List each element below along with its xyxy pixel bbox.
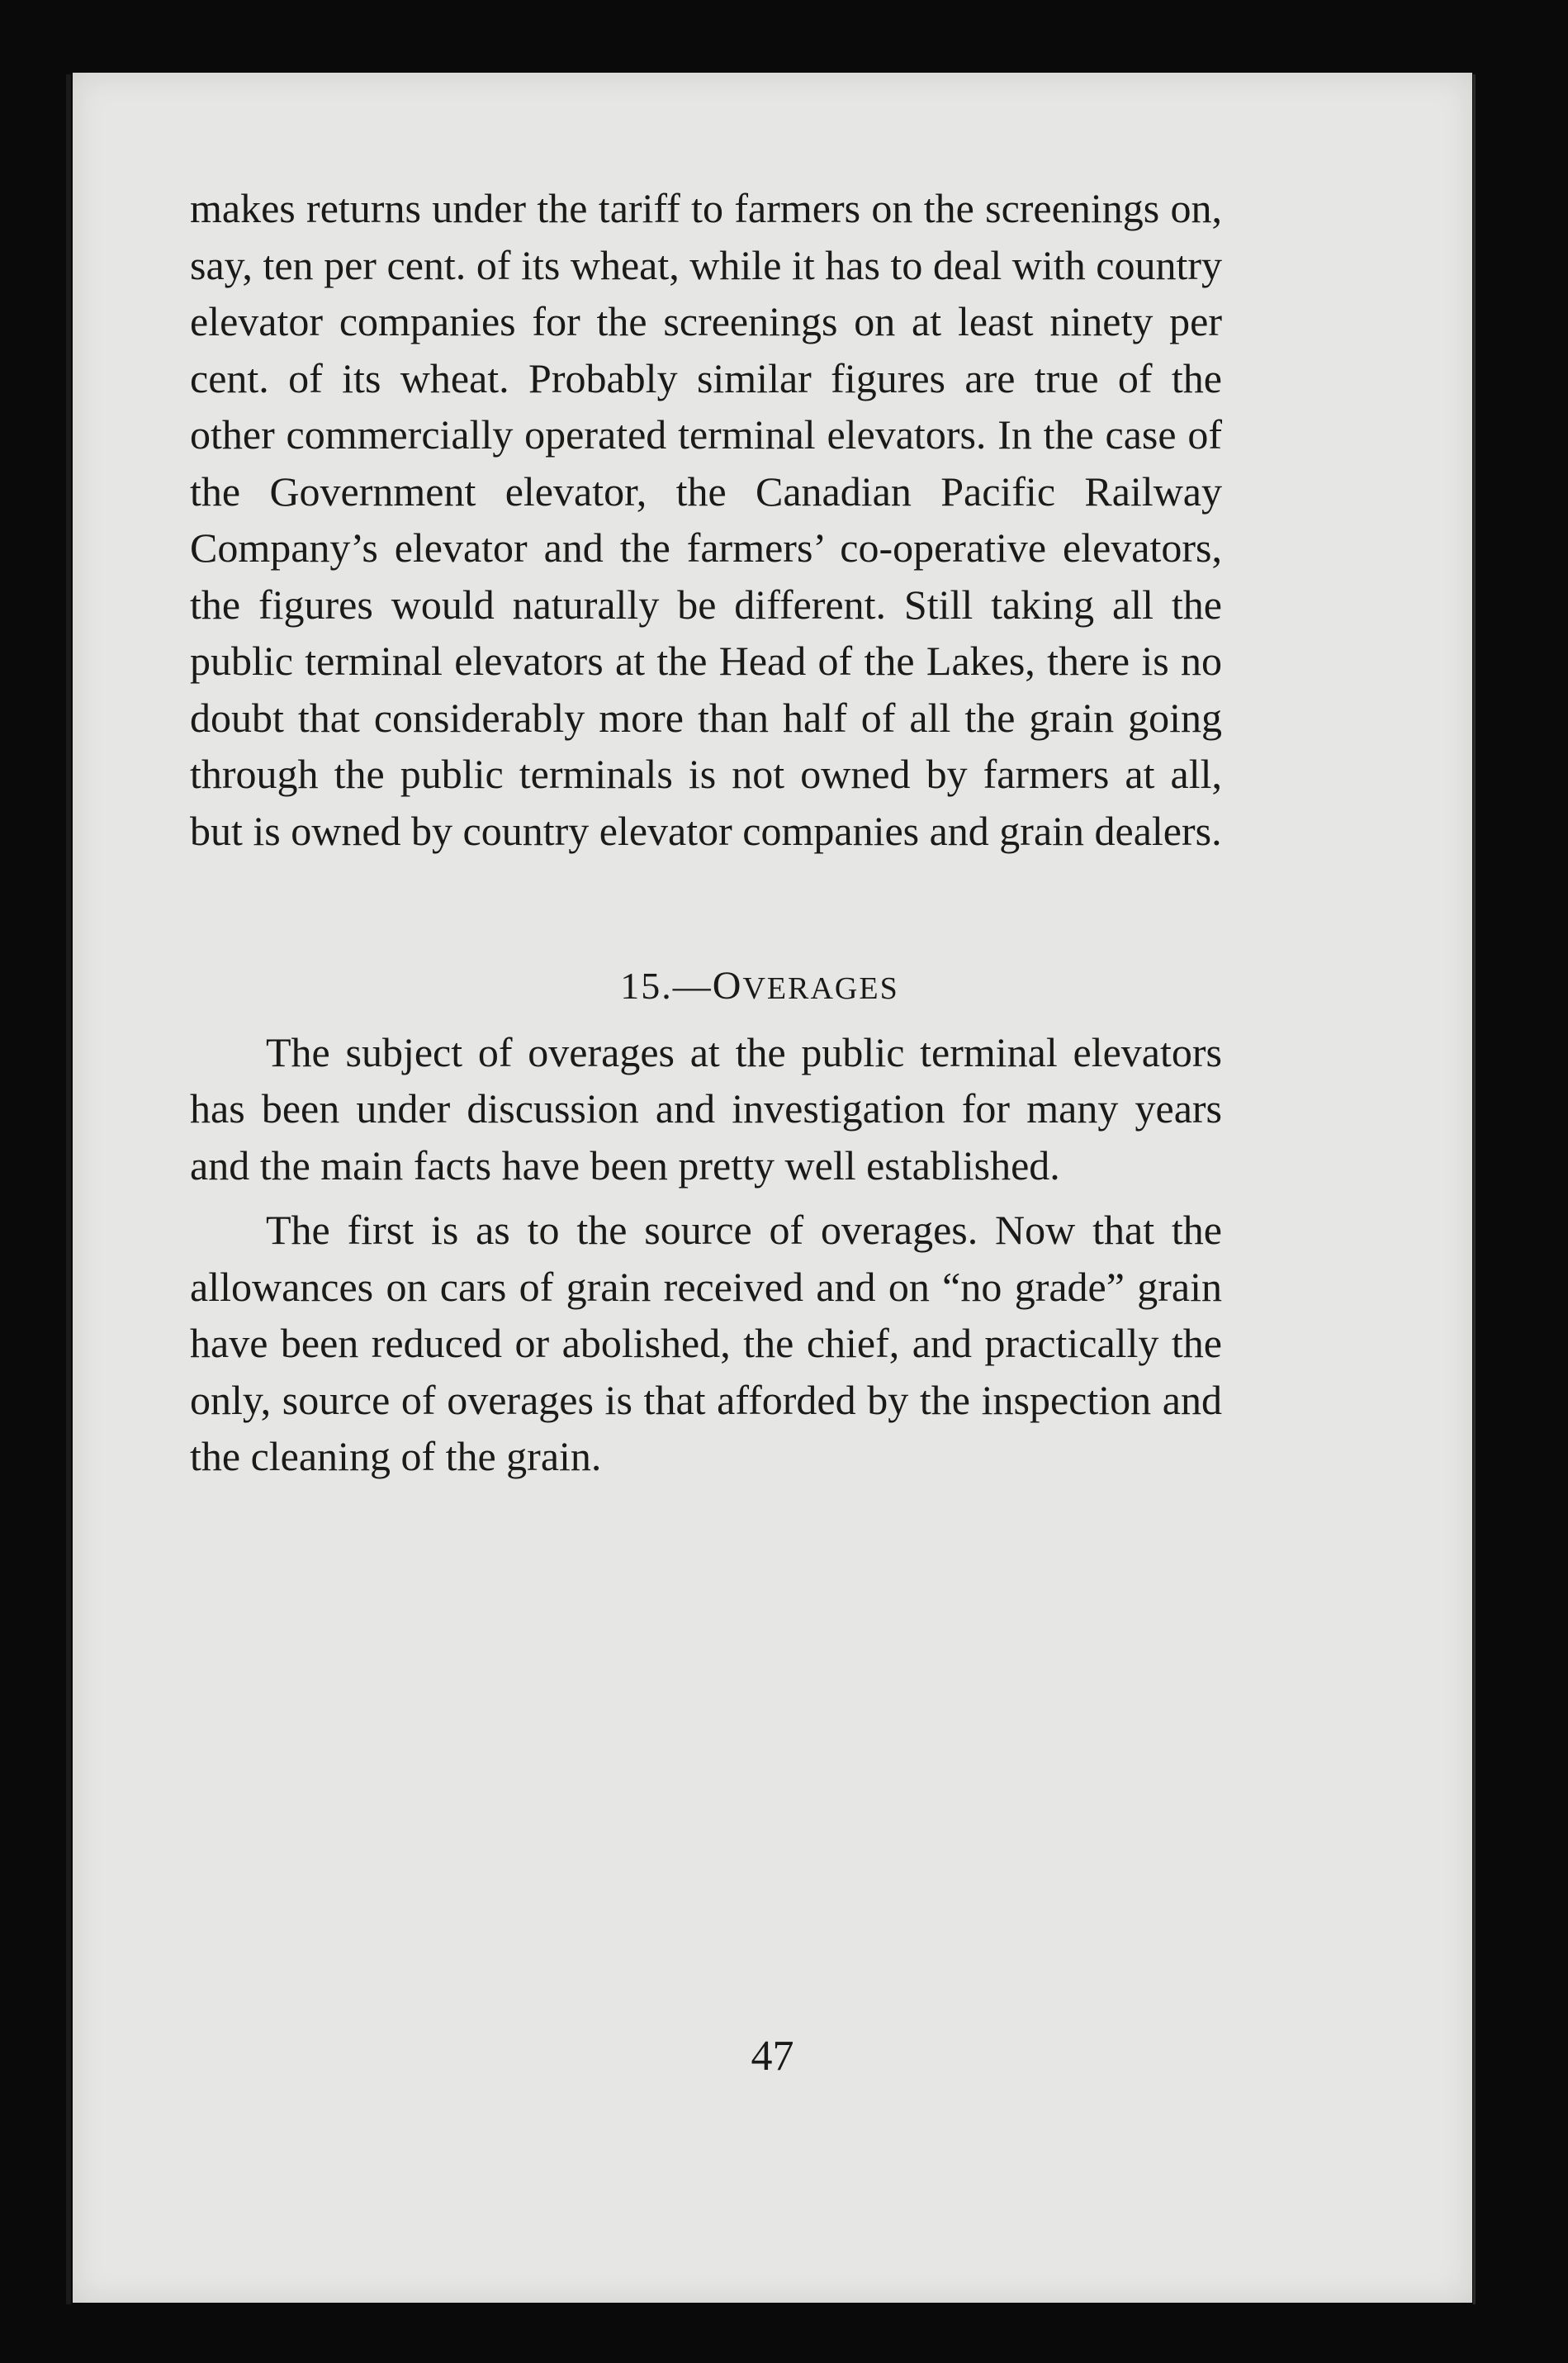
page-number: 47 (751, 2033, 794, 2080)
paragraph-overages-intro: The subject of overages at the public terminal elevators has been under discussion and investigation for many years and the main facts have been pretty well established. (190, 1028, 1222, 1189)
section-title-rest: VERAGES (742, 971, 899, 1006)
body-text (190, 180, 1222, 1485)
section-number: 15.— (620, 965, 713, 1007)
left-binding-edge (66, 74, 71, 2304)
right-page-edge (1473, 74, 1476, 2304)
paragraph-overages-source: The first is as to the source of overages. Now that the allowances on cars of grain received and on “no grade” grain have been reduced or abolished, the chief, and practically the only, source of overages is that afforded by the inspection and the cleaning of the grain. (190, 1207, 1222, 1479)
section-title-initial: O (712, 964, 743, 1008)
section-heading (190, 958, 1222, 1018)
paragraph-continued: makes returns under the tariff to farmers on the screenings on, say, ten per cent. of its wheat, while it has to deal with country elevator companies for the screenings on at least ninety per cent. of its wheat. Probably similar figures are true of the other commercially operated terminal elevators. In the case of the Government elevator, the Canadian Pacific Railway Company’s elevator and the farmers’ co-operative elevators, the figures would naturally be different. Still taking all the public terminal elevators at the Head of the Lakes, there is no doubt that considerably more than half of all the grain going through the public terminals is not owned by farmers at all, but is owned by country elevator companies and grain dealers. (190, 185, 1222, 854)
